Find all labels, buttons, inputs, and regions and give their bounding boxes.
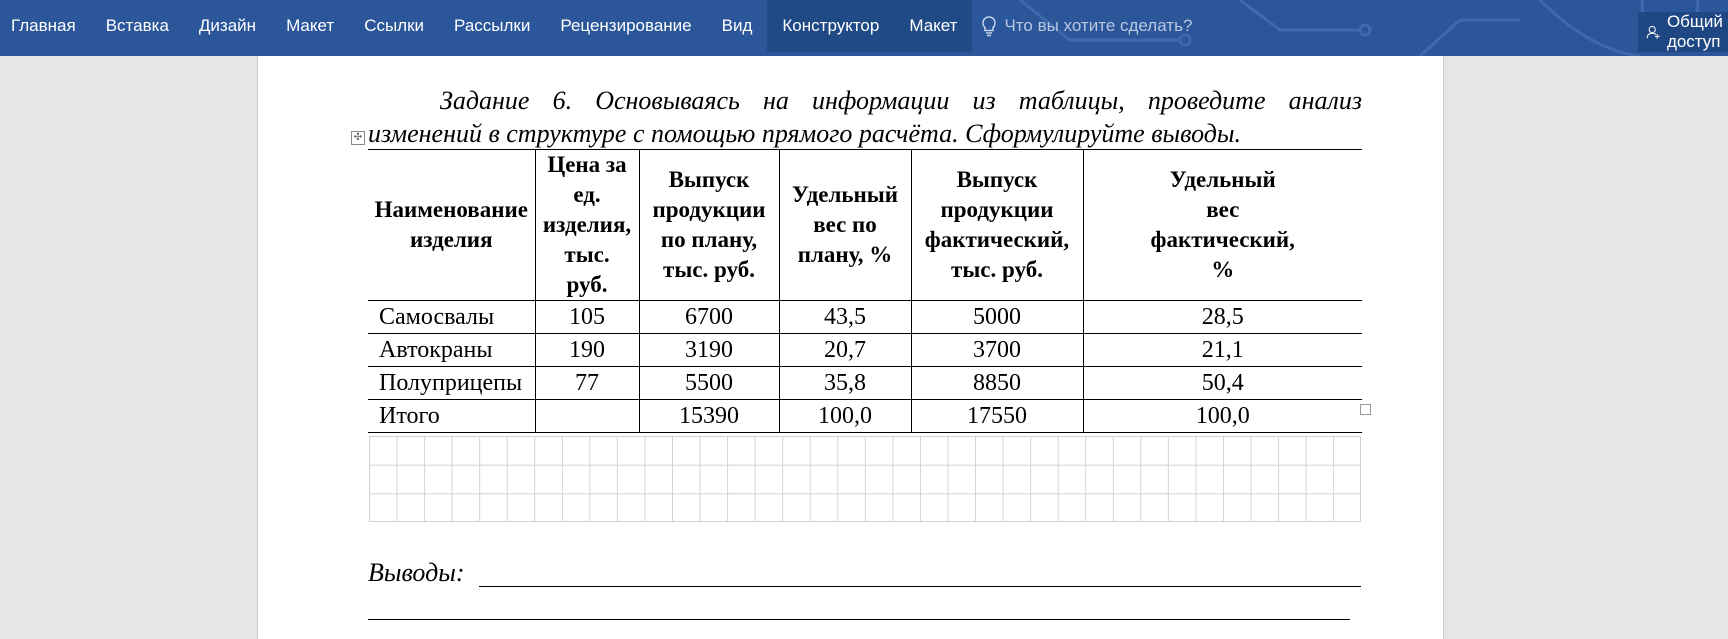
table-header-row xyxy=(368,150,1362,301)
table-cell[interactable]: Полуприцепы xyxy=(368,367,535,400)
tab-view[interactable]: Вид xyxy=(721,16,753,35)
tell-me-search[interactable] xyxy=(980,0,1192,52)
tab-table-layout[interactable]: Макет xyxy=(894,0,972,52)
table-row xyxy=(368,301,1362,334)
table-resize-handle[interactable] xyxy=(1360,404,1371,415)
table-cell[interactable]: 50,4 xyxy=(1083,367,1362,400)
add-person-icon xyxy=(1646,20,1661,44)
calculation-grid[interactable] xyxy=(369,436,1361,522)
answer-line[interactable] xyxy=(368,619,1350,620)
table-cell[interactable]: 17550 xyxy=(911,400,1083,433)
table-cell[interactable]: 43,5 xyxy=(779,301,911,334)
table-cell[interactable]: 3190 xyxy=(639,334,779,367)
tab-design[interactable]: Дизайн xyxy=(198,16,257,35)
table-move-handle-icon[interactable]: ✣ xyxy=(351,131,365,145)
table-cell[interactable]: Автокраны xyxy=(368,334,535,367)
task-line-1: Задание 6. Основываясь на информации из таблицы, проведите анализ xyxy=(440,86,1362,115)
header-plan-output[interactable]: Выпуск продукции по плану, тыс. руб. xyxy=(639,150,779,301)
table-cell[interactable]: 100,0 xyxy=(779,400,911,433)
table-cell[interactable]: 21,1 xyxy=(1083,334,1362,367)
table-cell[interactable]: Самосвалы xyxy=(368,301,535,334)
table-total-row xyxy=(368,400,1362,433)
table-cell[interactable]: 5000 xyxy=(911,301,1083,334)
lightbulb-icon xyxy=(980,15,998,37)
table-cell[interactable]: Итого xyxy=(368,400,535,433)
tab-references[interactable]: Ссылки xyxy=(364,16,425,35)
table-cell[interactable]: 8850 xyxy=(911,367,1083,400)
table-cell[interactable]: 100,0 xyxy=(1083,400,1362,433)
answer-line[interactable] xyxy=(479,586,1361,587)
tab-insert[interactable]: Вставка xyxy=(105,16,169,35)
tab-home[interactable]: Главная xyxy=(11,16,76,35)
header-plan-share[interactable]: Удельный вес по плану, % xyxy=(779,150,911,301)
header-actual-share[interactable]: Удельный вес фактический, % xyxy=(1083,150,1362,301)
table-cell[interactable]: 20,7 xyxy=(779,334,911,367)
header-product-name[interactable]: Наименование изделия xyxy=(368,150,535,301)
table-cell[interactable] xyxy=(535,400,639,433)
share-button[interactable] xyxy=(1638,12,1728,52)
table-cell[interactable]: 35,8 xyxy=(779,367,911,400)
task-line-2: изменений в структуре с помощью прямого расчёта. Сформулируйте выводы. xyxy=(368,119,1241,148)
table-cell[interactable]: 5500 xyxy=(639,367,779,400)
table-cell[interactable]: 3700 xyxy=(911,334,1083,367)
data-table xyxy=(368,149,1362,433)
table-cell[interactable]: 28,5 xyxy=(1083,301,1362,334)
table-cell[interactable]: 6700 xyxy=(639,301,779,334)
tab-table-design[interactable]: Конструктор xyxy=(767,0,894,52)
table-cell[interactable]: 105 xyxy=(535,301,639,334)
ribbon-tabs xyxy=(0,0,1192,56)
share-label: Общий доступ xyxy=(1666,12,1723,51)
table-cell[interactable]: 77 xyxy=(535,367,639,400)
tab-mailings[interactable]: Рассылки xyxy=(454,16,531,35)
tell-me-placeholder: Что вы хотите сделать? xyxy=(1004,16,1193,35)
header-unit-price[interactable]: Цена за ед. изделия, тыс. руб. xyxy=(535,150,639,301)
task-paragraph[interactable] xyxy=(368,84,1362,150)
tab-review[interactable]: Рецензирование xyxy=(560,16,692,35)
conclusions-label: Выводы: xyxy=(368,558,465,587)
table-cell[interactable]: 190 xyxy=(535,334,639,367)
table-row xyxy=(368,334,1362,367)
header-actual-output[interactable]: Выпуск продукции фактический, тыс. руб. xyxy=(911,150,1083,301)
table-row xyxy=(368,367,1362,400)
table-cell[interactable]: 15390 xyxy=(639,400,779,433)
tab-layout[interactable]: Макет xyxy=(286,16,335,35)
ribbon-tab-bar xyxy=(0,0,1728,56)
